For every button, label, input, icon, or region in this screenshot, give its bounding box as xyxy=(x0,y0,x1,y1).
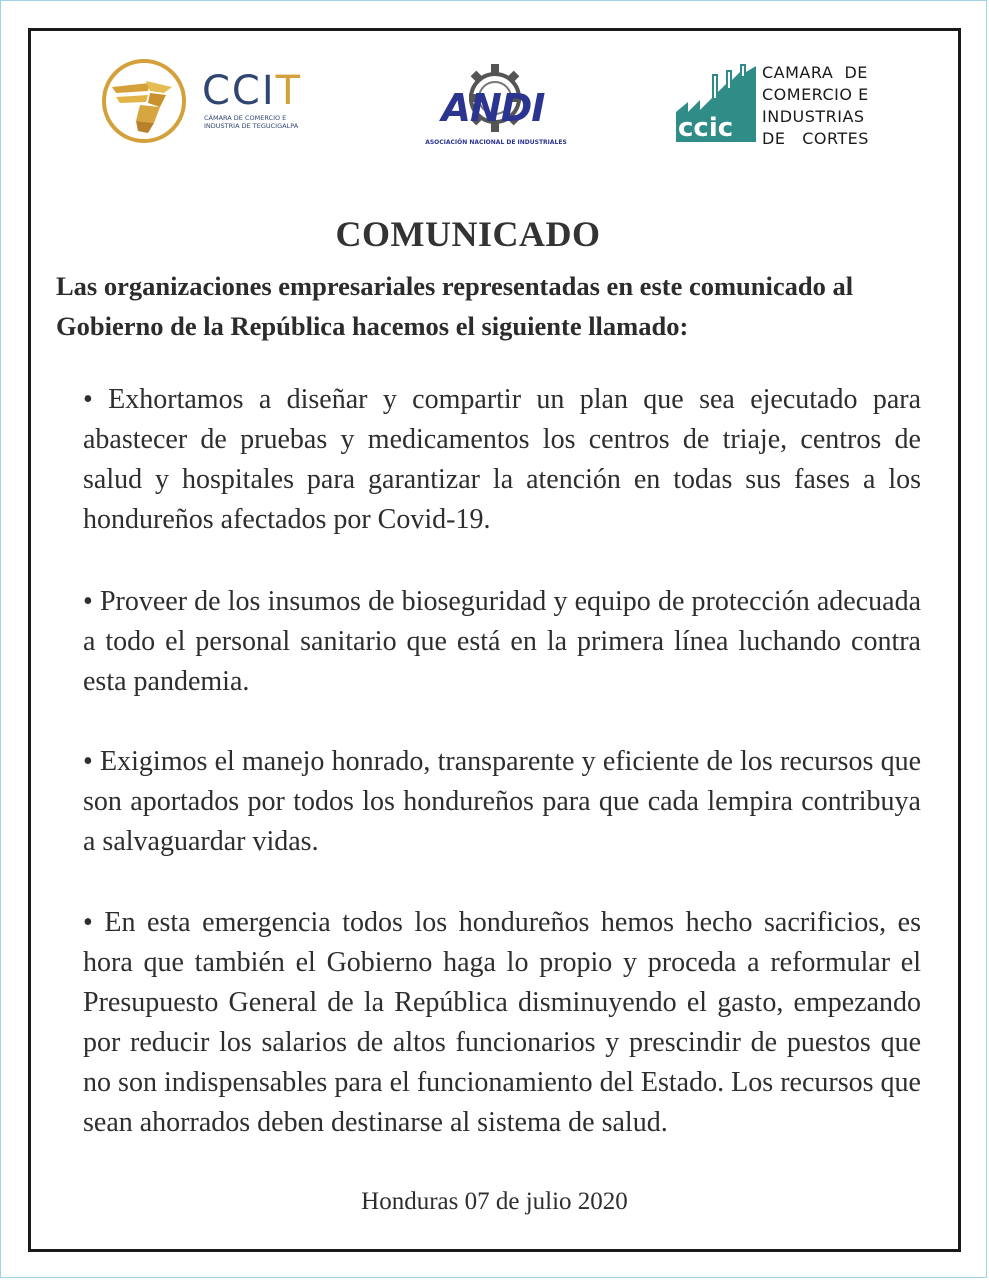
ccit-logo xyxy=(100,57,310,151)
document-title: COMUNICADO xyxy=(335,214,601,254)
ccic-name-line: CAMARA DE xyxy=(762,63,868,82)
ccit-emblem-icon xyxy=(110,73,182,135)
ccic-name-line: DE CORTES xyxy=(762,129,869,148)
ccit-subtitle: CÁMARA DE COMERCIO E INDUSTRIA DE TEGUCIGALPA xyxy=(204,114,299,130)
paragraph-2: • Proveer de los insumos de bioseguridad y equipo de protección adecuada a todo el personal sanitario que está en la primera línea luchando contra esta pandemia. xyxy=(83,586,921,697)
paragraph-4: • En esta emergencia todos los hondureños hemos hecho sacrificios, es hora que también el Gobierno haga lo propio y proceda a reformular el Presupuesto General de la República disminuyendo el gasto, empezando por reducir los salarios de altos funcionarios y prescindir de puestos que no son indispensables para el funcionamiento del Estado. Los recursos que sean ahorrados deben destinarse al sistema de salud. xyxy=(83,907,921,1138)
ccit-acronym: CCIT xyxy=(202,68,303,114)
ccic-name-line: INDUSTRIAS xyxy=(762,107,865,126)
paragraph-3: • Exigimos el manejo honrado, transparente y eficiente de los recursos que son aportados por todos los hondureños para que cada lempira contribuya a salvaguardar vidas. xyxy=(83,746,921,857)
document-intro: Las organizaciones empresariales representadas en este comunicado al Gobierno de la República hacemos el siguiente llamado: xyxy=(56,271,854,341)
document-date: Honduras 07 de julio 2020 xyxy=(361,1188,628,1215)
factory-icon xyxy=(674,62,758,146)
ccic-mark-text: ccic xyxy=(678,113,734,143)
ccic-logo xyxy=(674,60,884,152)
andi-logo xyxy=(413,60,579,152)
paragraph-1: • Exhortamos a diseñar y compartir un plan que sea ejecutado para abastecer de pruebas y medicamentos los centros de triaje, centros de salud y hospitales para garantizar la atención en todas sus fases a los hondureños afectados por Covid-19. xyxy=(83,384,921,535)
andi-acronym: ANDI xyxy=(441,86,545,130)
andi-caption: ASOCIACIÓN NACIONAL DE INDUSTRIALES xyxy=(425,139,567,146)
ccic-name-line: COMERCIO E xyxy=(762,85,869,104)
ccic-name xyxy=(762,62,869,150)
